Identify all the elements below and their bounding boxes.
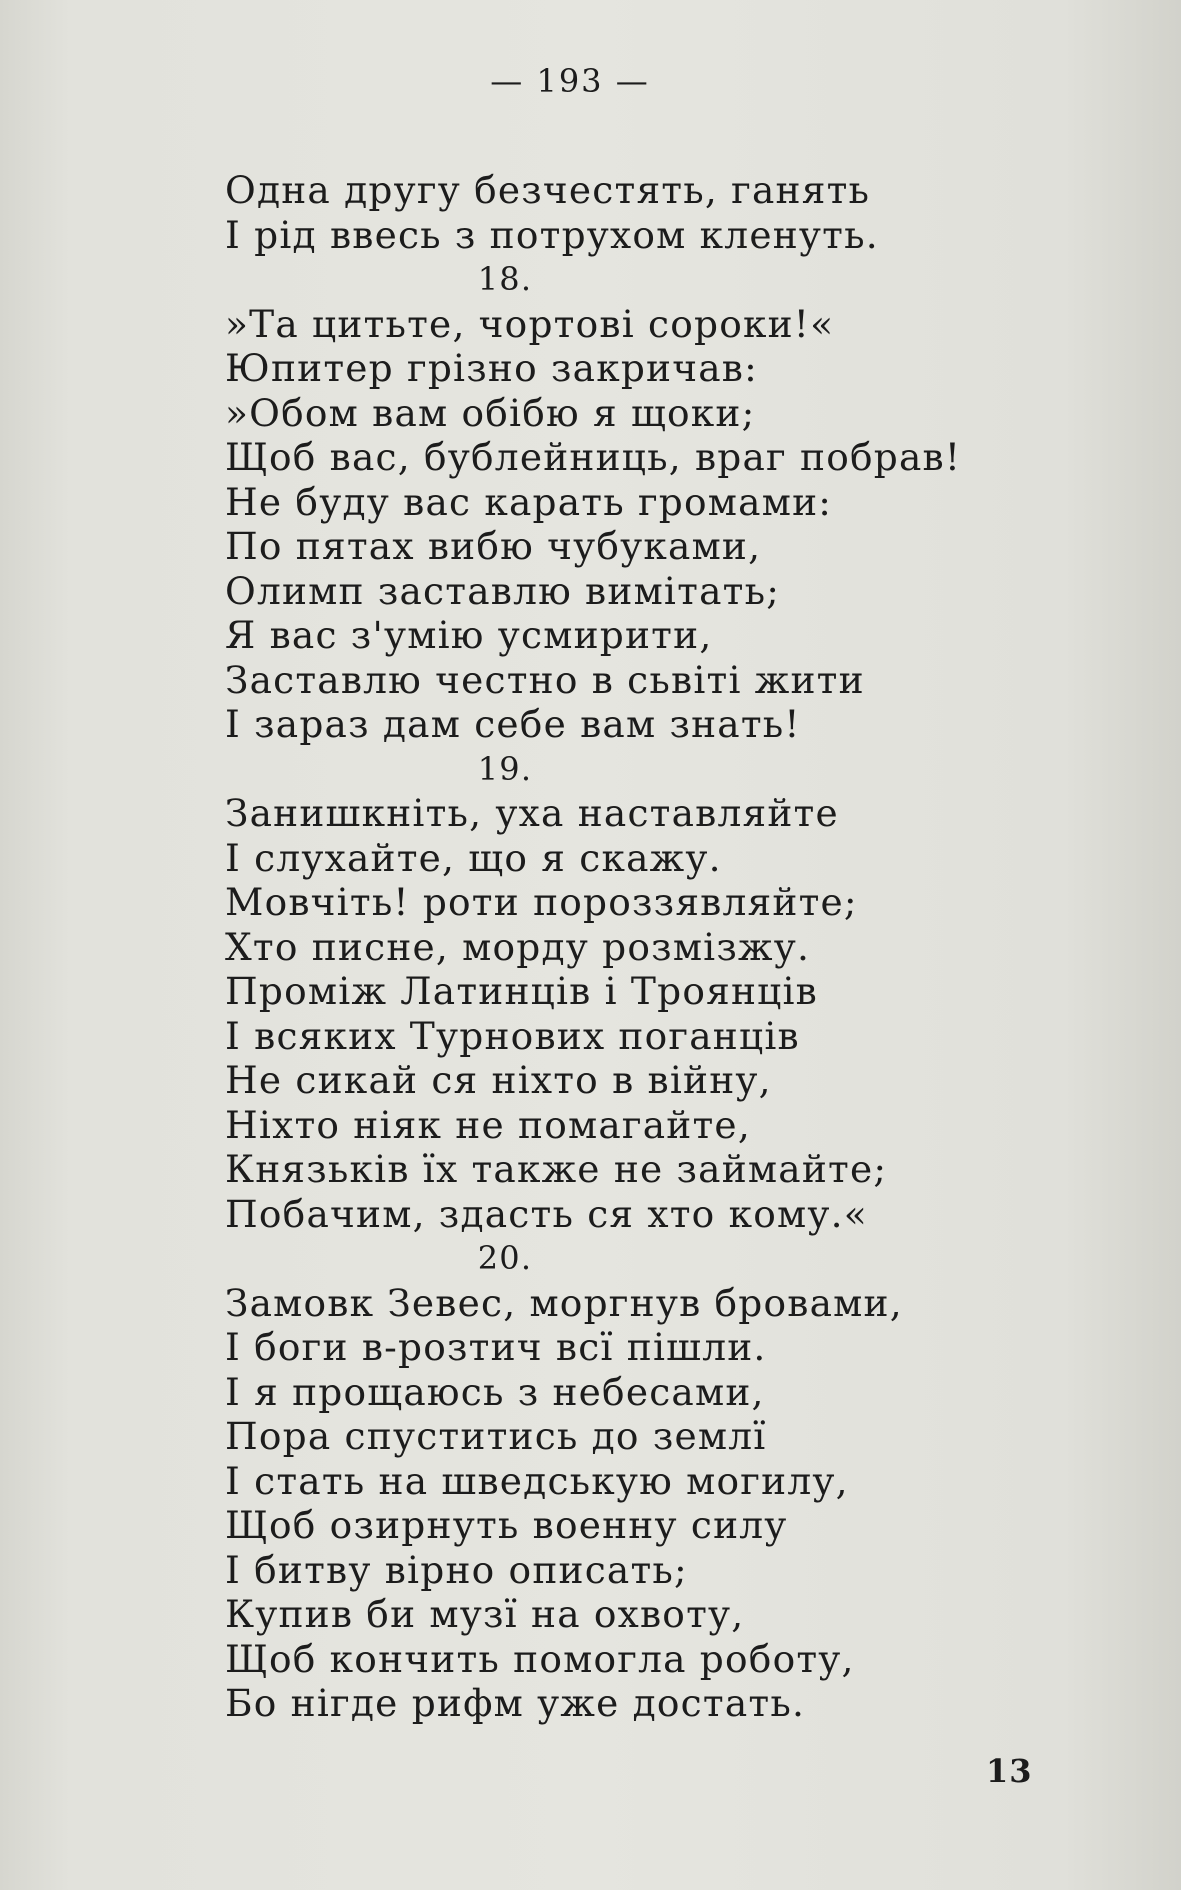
verse-line: І битву вірно описать;: [225, 1547, 688, 1592]
verse-line: І стать на шведськую могилу,: [225, 1458, 849, 1503]
verse-line: Занишкніть, уха наставляйте: [225, 791, 839, 835]
verse-line: Щоб кончить помогла роботу,: [225, 1636, 855, 1681]
verse-line: »Обом вам обібю я щоки;: [225, 390, 756, 435]
verse-line: Купив би музї на охвоту,: [225, 1592, 745, 1636]
verse-line: Замовк Зевес, моргнув бровами,: [225, 1280, 903, 1325]
verse-line: Ніхто ніяк не помагайте,: [225, 1102, 751, 1147]
verse-line: Не буду вас карать громами:: [225, 479, 833, 524]
verse-line: І боги в-розтич всї пішли.: [225, 1325, 767, 1369]
verse-line: Щоб озирнуть военну силу: [225, 1503, 788, 1547]
verse-line: Заставлю честно в сьвіті жити: [225, 657, 865, 702]
verse-line: »Та цитьте, чортові сороки!«: [225, 301, 835, 346]
verse-line: Не сикай ся ніхто в війну,: [225, 1058, 772, 1102]
verse-line: Щоб вас, бублейниць, враг побрав!: [225, 435, 962, 479]
verse-line: Князьків їх также не займайте;: [225, 1147, 888, 1191]
verse-line: Мовчіть! роти пороззявляйте;: [225, 880, 858, 924]
verse-line: Одна другу безчестять, ганять: [225, 168, 871, 212]
stanza-number: 20.: [477, 1239, 533, 1277]
verse-line: І зараз дам себе вам знать!: [225, 702, 801, 746]
poem-text: [225, 168, 1025, 1726]
verse-line: І я прощаюсь з небесами,: [225, 1369, 765, 1414]
verse-line: І рід ввесь з потрухом кленуть.: [225, 212, 879, 257]
verse-line: Проміж Латинців і Троянців: [225, 969, 818, 1013]
verse-line: Бо нігде рифм уже достать.: [225, 1681, 806, 1725]
verse-line: Юпитер грізно закричав:: [225, 346, 758, 390]
verse-line: І слухайте, що я скажу.: [225, 835, 722, 880]
stanza-number: 19.: [477, 749, 533, 788]
verse-line: По пятах вибю чубуками,: [225, 524, 762, 568]
page-number: — 193 —: [490, 62, 650, 100]
signature-mark: 13: [986, 1752, 1033, 1790]
verse-line: Пора спуститись до землї: [225, 1414, 767, 1458]
verse-line: Побачим, здасть ся хто кому.«: [225, 1191, 868, 1236]
verse-line: Олимп заставлю вимітать;: [225, 568, 781, 613]
verse-line: Хто писне, морду розмізжу.: [225, 924, 811, 969]
verse-line: І всяких Турнових поганців: [225, 1013, 800, 1058]
verse-line: Я вас з'умію усмирити,: [225, 613, 713, 657]
stanza-number: 18.: [477, 260, 533, 298]
